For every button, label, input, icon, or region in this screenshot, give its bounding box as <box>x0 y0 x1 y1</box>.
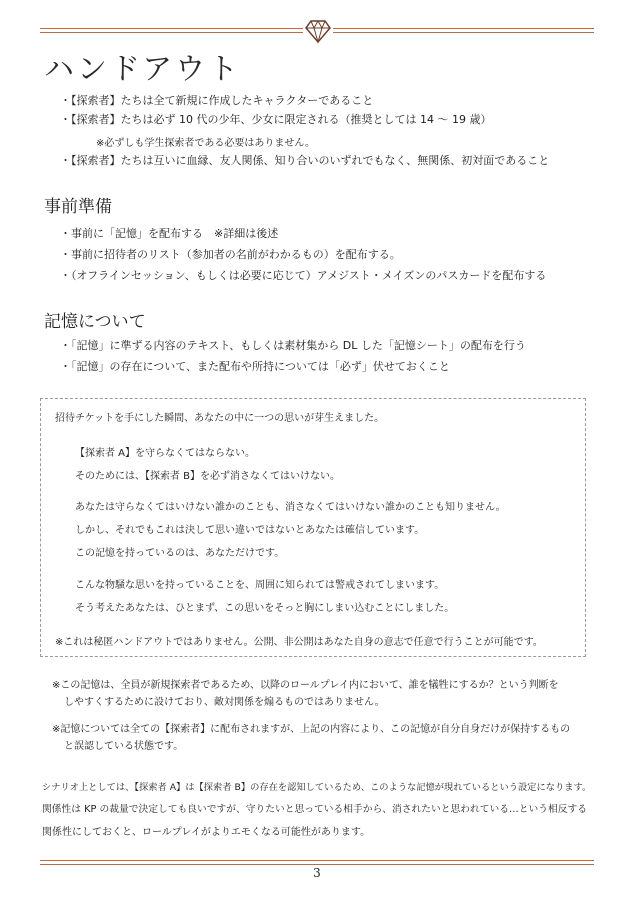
note-line: と誤認している状態です。 <box>64 741 184 752</box>
memory-text-box <box>40 398 586 657</box>
closing-line: 関係性にしておくと、ロールプレイがよりエモくなる可能性があります。 <box>42 827 371 838</box>
list-item: ・ 【探索者】たちは互いに血縁、友人関係、知り合いのいずれでもなく、無関係、初対面であること <box>60 151 549 170</box>
handout-note: ※必ずしも学生探索者である必要はありません。 <box>96 138 315 149</box>
memory-line: この記憶を持っているのは、あなただけです。 <box>75 548 285 559</box>
note-line: ※この記憶は、全員が新規探索者であるため、以降のロールプレイ内において、誰を犠牲にするか？という判断を <box>52 680 559 691</box>
list-item: ・ 事前に招待者のリスト（参加者の名前がわかるもの）を配布する。 <box>60 244 546 265</box>
closing-line: シナリオ上としては、【探索者 A】は【探索者 B】の存在を認知しているため、このような記憶が現れているという設定になります。 <box>42 782 592 793</box>
memory-line: 【探索者 A】を守らなくてはならない。 <box>75 448 256 459</box>
handout-list <box>60 91 491 129</box>
preparation-list <box>60 223 546 286</box>
list-item: ・ 「記憶」に準ずる内容のテキスト、もしくは素材集から DL した「記憶シート」の配布を行う <box>60 335 526 356</box>
note-line: しやすくするために設けており、敵対関係を煽るものではありません。 <box>64 697 385 708</box>
memory-line: そのためには、【探索者 B】を必ず消さなくてはいけない。 <box>75 471 341 482</box>
memory-list <box>60 335 526 377</box>
section-heading-memory: 記憶について <box>44 312 146 332</box>
section-heading-preparation: 事前準備 <box>44 197 112 217</box>
list-item: ・ 【探索者】たちは必ず 10 代の少年、少女に限定される（推奨としては 14 ～ 19 歳） <box>60 110 491 129</box>
list-item: ・ 事前に「記憶」を配布する ※詳細は後述 <box>60 223 546 244</box>
list-item: ・ 【探索者】たちは全て新規に作成したキャラクターであること <box>60 91 491 110</box>
handout-list-cont <box>60 151 549 170</box>
memory-line: しかし、それでもこれは決して思い違いではないとあなたは確信しています。 <box>75 525 425 536</box>
closing-line: 関係性は KP の裁量で決定しても良いですが、守りたいと思っている相手から、消されたいと思われている…という相反する <box>42 804 587 815</box>
list-item: ・ 「記憶」の存在について、また配布や所持については「必ず」伏せておくこと <box>60 356 526 377</box>
list-item: ・ （オフラインセッション、もしくは必要に応じて）アメジスト・メイズンのパスカードを配布する <box>60 265 546 286</box>
diamond-icon <box>303 18 333 44</box>
memory-disclaimer: ※これは秘匿ハンドアウトではありません。公開、非公開はあなた自身の意志で任意で行うことが可能です。 <box>55 637 543 648</box>
note-line: ※記憶については全ての【探索者】に配布されますが、上記の内容により、この記憶が自分自身だけが保持するもの <box>52 724 571 735</box>
page-title: ハンドアウト <box>44 52 242 87</box>
bottom-rule <box>40 860 594 865</box>
memory-line: そう考えたあなたは、ひとまず、この思いをそっと胸にしまい込むことにしました。 <box>75 603 455 614</box>
memory-line: こんな物騒な思いを持っていることを、周囲に知られては警戒されてしまいます。 <box>75 580 445 591</box>
memory-line: 招待チケットを手にした瞬間、あなたの中に一つの思いが芽生えました。 <box>55 413 385 424</box>
page-number: 3 <box>313 866 321 880</box>
memory-line: あなたは守らなくてはいけない誰かのことも、消さなくてはいけない誰かのことも知りません。 <box>75 502 506 513</box>
